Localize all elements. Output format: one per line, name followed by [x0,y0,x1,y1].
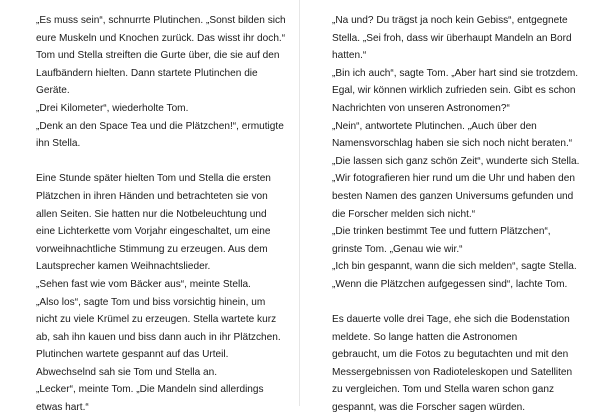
left-page [0,0,300,414]
paragraph-gap [36,153,286,171]
text-line: vorweihnachtliche Stimmung zu erzeugen. Aus dem [36,243,268,255]
text-line: „Sehen fast wie vom Bäcker aus“, meinte Stella. [36,278,251,290]
text-line: „Ich bin gespannt, wann die sich melden“, sagte Stella. [332,261,577,273]
paragraph-gap [332,294,582,312]
text-line: „Nein“, antwortete Plutinchen. „Auch über den [332,120,537,132]
text-line: „Lecker“, meinte Tom. „Die Mandeln sind allerdings [36,384,264,396]
text-line: „Wenn die Plätzchen aufgegessen sind“, lachte Tom. [332,278,568,290]
text-line: Plutinchen wartete gespannt auf das Urteil. [36,349,229,361]
text-line: „Wir fotografieren hier rund um die Uhr und haben den [332,173,575,185]
text-line: meldete. So lange hatten die Astronomen [332,331,518,343]
text-line: Messergebnissen von Radioteleskopen und Satelliten [332,366,573,378]
text-line: „Drei Kilometer“, wiederholte Tom. [36,102,189,114]
text-line: Geräte. [36,85,70,97]
right-page [300,0,600,414]
text-line: eure Muskeln und Knochen zurück. Das wisst ihr doch.“ [36,32,286,44]
text-line: Lautsprecher kamen Weihnachtslieder. [36,261,211,273]
text-line: „Bin ich auch“, sagte Tom. „Aber hart sind sie trotzdem. [332,67,579,79]
text-line: „Also los“, sagte Tom und biss vorsichtig hinein, um [36,296,266,308]
text-line: „Die trinken bestimmt Tee und futtern Plätzchen“, [332,226,551,238]
text-line: „Die lassen sich ganz schön Zeit“, wunderte sich Stella. [332,155,580,167]
text-line: hatten.“ [332,50,367,62]
text-line: allen Seiten. Sie hatten nur die Notbeleuchtung und [36,208,267,220]
text-line: Namensvorschlag haben sie sich noch nicht beraten.“ [332,138,573,150]
text-line: Abwechselnd sah sie Tom und Stella an. [36,366,218,378]
text-line: „Es muss sein“, schnurrte Plutinchen. „Sonst bilden sich [36,15,286,26]
text-line: die Forscher melden sich nicht.“ [332,208,476,220]
left-page-text [36,12,286,417]
text-line: etwas hart.“ [36,402,89,414]
text-line: Es dauerte volle drei Tage, ehe sich die Bodenstation [332,314,570,326]
text-line: ab, sah ihn kauen und biss dann auch in ihr Plätzchen. [36,331,281,343]
right-page-text [332,12,582,417]
text-line: gespannt, was die Forscher sagen würden. [332,402,526,414]
text-line: gebraucht, um die Fotos zu begutachten und mit den [332,349,569,361]
text-line: „Na und? Du trägst ja noch kein Gebiss“, entgegnete [332,15,568,26]
text-line: grinste Tom. „Genau wie wir.“ [332,243,463,255]
text-line: Eine Stunde später hielten Tom und Stella die ersten [36,173,271,185]
text-line: zu vergleichen. Tom und Stella waren schon ganz [332,384,555,396]
text-line: „Denk an den Space Tea und die Plätzchen!“, ermutigte [36,120,284,132]
text-line: Plätzchen in ihren Händen und betrachteten sie von [36,190,268,202]
text-line: Tom und Stella streiften die Gurte über, die sie auf den [36,50,280,62]
text-line: eine Lichterkette vom Vorjahr eingeschaltet, um eine [36,226,271,238]
text-line: Stella. „Sei froh, dass wir überhaupt Mandeln an Bord [332,32,572,44]
text-line: ihn Stella. [36,138,81,150]
text-line: Egal, wir können wirklich zufrieden sein. Gibt es schon [332,85,576,97]
text-line: Nachrichten von unseren Astronomen?“ [332,102,510,114]
text-line: Laufbändern hielten. Dann startete Plutinchen die [36,67,258,79]
text-line: besten Namen des ganzen Universums gefunden und [332,190,574,202]
text-line: nicht zu viele Krümel zu erzeugen. Stella wartete kurz [36,314,277,326]
